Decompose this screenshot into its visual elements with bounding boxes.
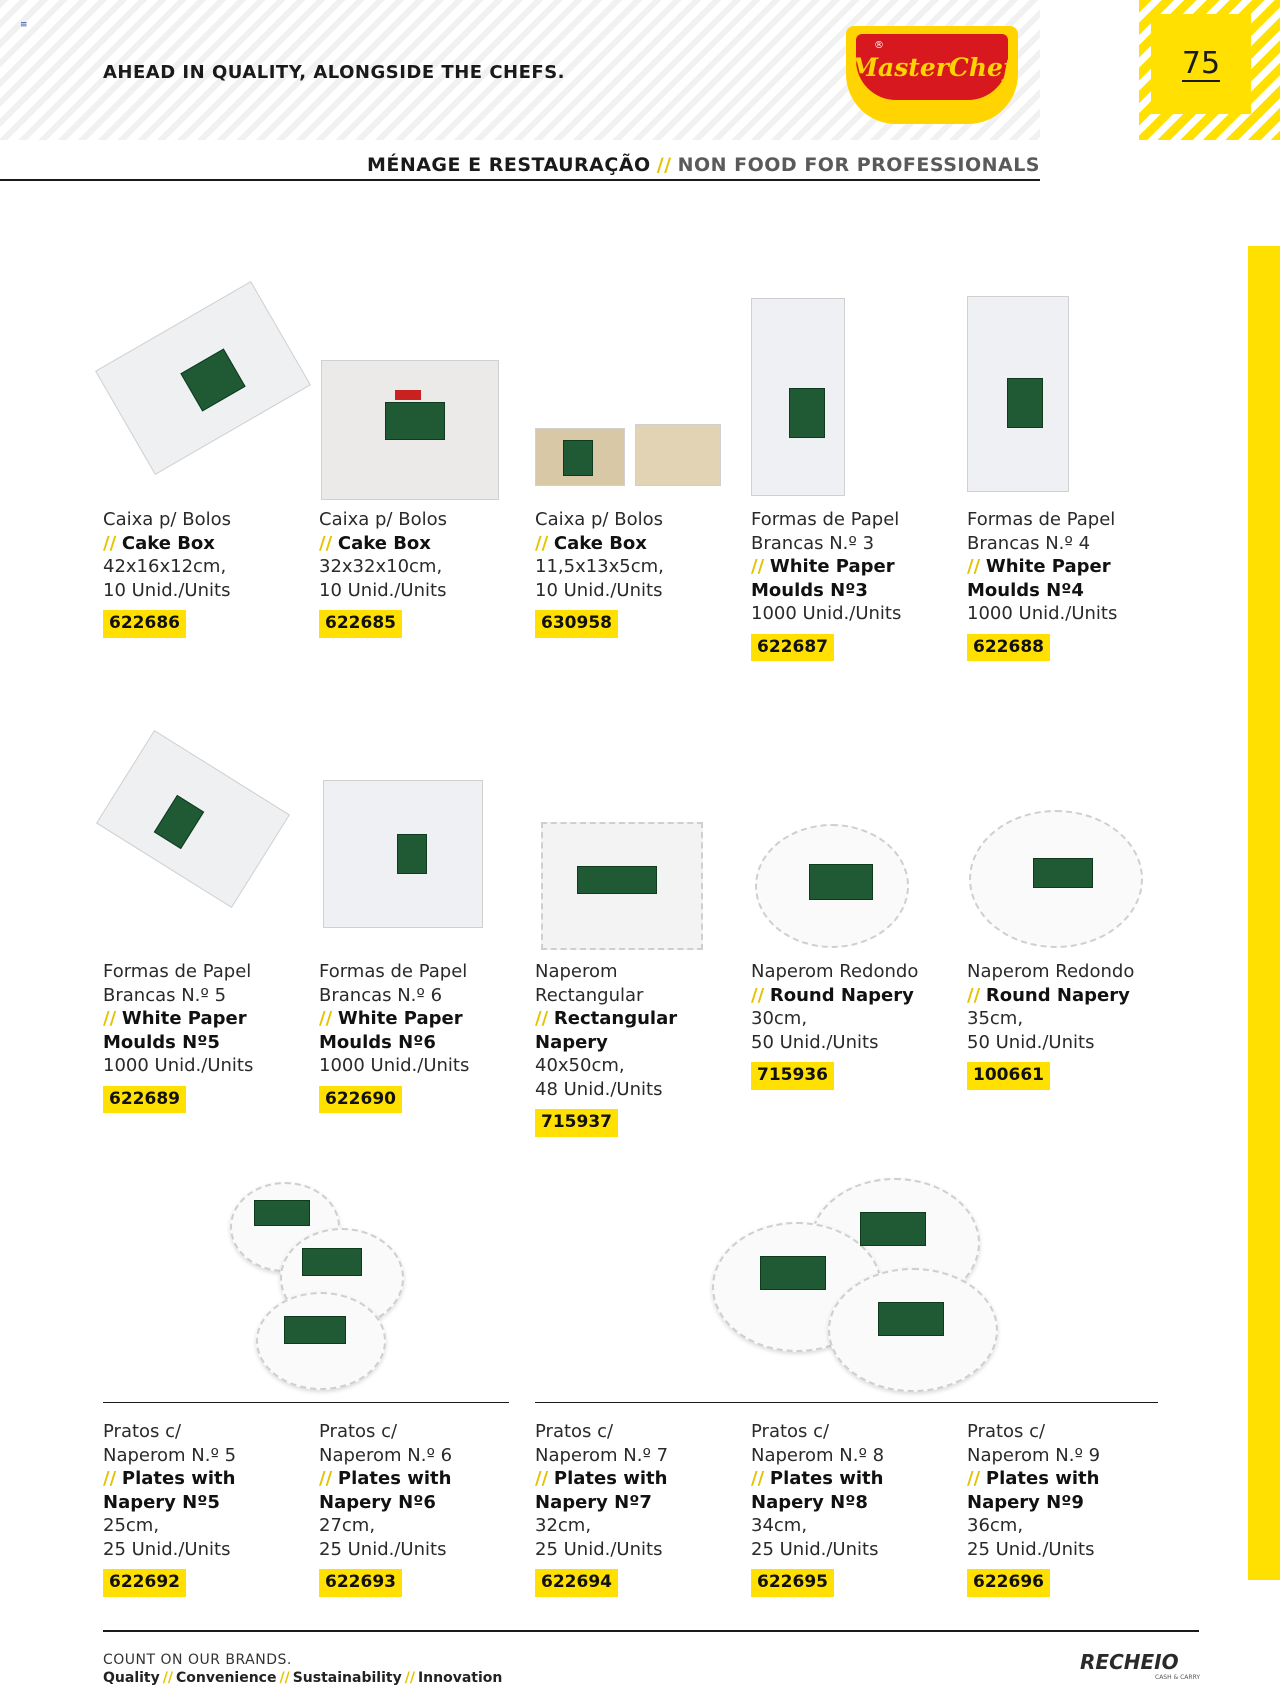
- product-code: 622689: [103, 1086, 186, 1114]
- header-tagline: AHEAD IN QUALITY, ALONGSIDE THE CHEFS.: [103, 62, 565, 83]
- product-image: [319, 278, 524, 508]
- product-code: 715936: [751, 1062, 834, 1090]
- product-detail: 40x50cm,: [535, 1055, 625, 1076]
- product-label-icon: [563, 440, 593, 476]
- product-name-en: Plates with Napery Nº7: [535, 1468, 668, 1513]
- product-code: 622686: [103, 610, 186, 638]
- footer-value: Quality: [103, 1670, 160, 1686]
- side-accent-bar: [1248, 246, 1280, 1580]
- product-quantity: 25 Unid./Units: [751, 1538, 879, 1560]
- product-label-icon: [1033, 858, 1093, 888]
- product-quantity: 1000 Unid./Units: [103, 1055, 254, 1076]
- product-card: Naperom Redondo // Round Napery 30cm, 50 Unid./Units 715936: [751, 730, 956, 1090]
- product-card: Caixa p/ Bolos // Cake Box 11,5x13x5cm, 10 Unid./Units 630958: [535, 278, 740, 638]
- product-name-en: Plates with Napery Nº8: [751, 1468, 884, 1513]
- product-label-icon: [284, 1316, 346, 1344]
- product-card: Pratos c/ Naperom N.º 7 // Plates with Napery Nº7 32cm, 25 Unid./Units 622694: [535, 1420, 740, 1597]
- plates-divider-left: [103, 1402, 509, 1403]
- product-name-en: Cake Box: [337, 532, 431, 554]
- product-detail: 11,5x13x5cm,: [535, 556, 664, 577]
- product-card: Caixa p/ Bolos // Cake Box 42x16x12cm, 10 Unid./Units 622686: [103, 278, 308, 638]
- product-label-icon: [878, 1302, 944, 1336]
- product-name-en: Rectangular Napery: [535, 1008, 678, 1053]
- footer-value: Sustainability: [292, 1670, 402, 1686]
- product-card: Pratos c/ Naperom N.º 5 // Plates with Napery Nº5 25cm, 25 Unid./Units 622692: [103, 1420, 308, 1597]
- product-quantity: 1000 Unid./Units: [319, 1055, 470, 1076]
- product-card: Caixa p/ Bolos // Cake Box 32x32x10cm, 10 Unid./Units 622685: [319, 278, 524, 638]
- product-label-icon: [302, 1248, 362, 1276]
- product-code: 715937: [535, 1109, 618, 1137]
- product-name-en: Cake Box: [553, 532, 647, 554]
- recheio-logo: [1080, 1650, 1179, 1674]
- product-name-pt: Naperom Redondo: [751, 961, 919, 982]
- footer-values: Quality // Convenience // Sustainability // Innovation: [103, 1670, 503, 1686]
- footer-value: Convenience: [175, 1670, 277, 1686]
- product-code: 622690: [319, 1086, 402, 1114]
- product-name-en: Cake Box: [121, 532, 215, 554]
- product-code: 622696: [967, 1569, 1050, 1597]
- product-name-en: White Paper Moulds Nº6: [319, 1008, 463, 1053]
- product-name-pt: Formas de Papel Brancas N.º 6: [319, 961, 468, 1006]
- product-detail: 42x16x12cm,: [103, 556, 227, 577]
- product-card: Pratos c/ Naperom N.º 8 // Plates with Napery Nº8 34cm, 25 Unid./Units 622695: [751, 1420, 956, 1597]
- product-name-pt: Formas de Papel Brancas N.º 3: [751, 509, 900, 554]
- flag-icon: ≡: [20, 20, 28, 30]
- product-detail: 30cm,: [751, 1008, 808, 1029]
- product-name-pt: Pratos c/ Naperom N.º 8: [751, 1421, 885, 1466]
- product-quantity: 50 Unid./Units: [967, 1031, 1095, 1053]
- product-code: 622693: [319, 1569, 402, 1597]
- footer-divider: [103, 1630, 1199, 1632]
- product-quantity: 50 Unid./Units: [751, 1031, 879, 1053]
- product-quantity: 10 Unid./Units: [103, 579, 231, 601]
- product-name-en: Plates with Napery Nº9: [967, 1468, 1100, 1513]
- footer-value: Innovation: [417, 1670, 503, 1686]
- section-title: [367, 154, 1040, 176]
- product-image: [967, 730, 1172, 960]
- product-name-pt: Caixa p/ Bolos: [535, 509, 663, 530]
- product-card: Naperom Redondo // Round Napery 35cm, 50 Unid./Units 100661: [967, 730, 1172, 1090]
- product-code: 622688: [967, 634, 1050, 662]
- product-card: Pratos c/ Naperom N.º 6 // Plates with Napery Nº6 27cm, 25 Unid./Units 622693: [319, 1420, 524, 1597]
- product-name-pt: Pratos c/ Naperom N.º 9: [967, 1421, 1101, 1466]
- product-code: 622685: [319, 610, 402, 638]
- page-number-box: [1139, 0, 1280, 140]
- product-detail: 25cm,: [103, 1515, 160, 1536]
- product-code: 622694: [535, 1569, 618, 1597]
- product-image: [751, 278, 956, 508]
- product-image: [535, 278, 740, 508]
- plates-image-right: [710, 1172, 1010, 1392]
- product-name-en: Round Napery: [769, 984, 914, 1006]
- product-label-icon: [809, 864, 873, 900]
- section-title-pt: MÉNAGE E RESTAURAÇÃO: [366, 154, 651, 176]
- product-card: Naperom Rectangular // Rectangular Napery 40x50cm, 48 Unid./Units 715937: [535, 730, 740, 1137]
- logo-text: MasterChef: [850, 52, 1014, 82]
- product-name-en: White Paper Moulds Nº3: [751, 556, 895, 601]
- product-label-icon: [789, 388, 825, 438]
- product-label-icon: [397, 834, 427, 874]
- product-quantity: 10 Unid./Units: [319, 579, 447, 601]
- product-card: Formas de Papel Brancas N.º 5 // White Paper Moulds Nº5 1000 Unid./Units 622689: [103, 730, 308, 1113]
- product-quantity: 48 Unid./Units: [535, 1078, 663, 1100]
- product-quantity: 25 Unid./Units: [319, 1538, 447, 1560]
- product-label-icon: [1007, 378, 1043, 428]
- product-image: [103, 730, 308, 960]
- brand-tag-icon: [395, 390, 421, 400]
- product-quantity: 25 Unid./Units: [535, 1538, 663, 1560]
- product-name-pt: Naperom Redondo: [967, 961, 1135, 982]
- recheio-logo-text: RECHEIO: [1080, 1650, 1179, 1674]
- masterchef-logo: [846, 26, 1018, 124]
- product-detail: 36cm,: [967, 1515, 1024, 1536]
- plates-divider-right: [535, 1402, 1158, 1403]
- product-label-icon: [577, 866, 657, 894]
- product-name-pt: Formas de Papel Brancas N.º 5: [103, 961, 252, 1006]
- plates-image-left: [220, 1172, 420, 1392]
- product-label-icon: [385, 402, 445, 440]
- product-name-pt: Caixa p/ Bolos: [319, 509, 447, 530]
- product-detail: 32cm,: [535, 1515, 592, 1536]
- product-card: Formas de Papel Brancas N.º 6 // White Paper Moulds Nº6 1000 Unid./Units 622690: [319, 730, 524, 1113]
- product-quantity: 25 Unid./Units: [967, 1538, 1095, 1560]
- product-detail: 32x32x10cm,: [319, 556, 443, 577]
- footer-slogan: COUNT ON OUR BRANDS.: [103, 1652, 292, 1668]
- product-code: 622692: [103, 1569, 186, 1597]
- product-code: 622687: [751, 634, 834, 662]
- product-code: 100661: [967, 1062, 1050, 1090]
- product-image: [103, 278, 308, 508]
- product-name-pt: Pratos c/ Naperom N.º 7: [535, 1421, 669, 1466]
- product-label-icon: [254, 1200, 310, 1226]
- product-image: [319, 730, 524, 960]
- product-name-pt: Caixa p/ Bolos: [103, 509, 231, 530]
- product-detail: 27cm,: [319, 1515, 376, 1536]
- product-card: Formas de Papel Brancas N.º 3 // White Paper Moulds Nº3 1000 Unid./Units 622687: [751, 278, 956, 661]
- product-card: Pratos c/ Naperom N.º 9 // Plates with Napery Nº9 36cm, 25 Unid./Units 622696: [967, 1420, 1172, 1597]
- product-name-en: Plates with Napery Nº5: [103, 1468, 236, 1513]
- product-quantity: 10 Unid./Units: [535, 579, 663, 601]
- section-title-en: NON FOOD FOR PROFESSIONALS: [677, 154, 1040, 176]
- logo-registered-mark: ®: [874, 40, 884, 51]
- section-divider: [0, 179, 1040, 181]
- product-name-en: Round Napery: [985, 984, 1130, 1006]
- product-detail: 34cm,: [751, 1515, 808, 1536]
- product-code: 622695: [751, 1569, 834, 1597]
- product-image: [535, 730, 740, 960]
- product-name-en: White Paper Moulds Nº4: [967, 556, 1111, 601]
- small-box-shape: [635, 424, 721, 486]
- product-name-pt: Pratos c/ Naperom N.º 6: [319, 1421, 453, 1466]
- product-name-en: Plates with Napery Nº6: [319, 1468, 452, 1513]
- product-quantity: 25 Unid./Units: [103, 1538, 231, 1560]
- product-name-en: White Paper Moulds Nº5: [103, 1008, 247, 1053]
- page-number: 75: [1181, 45, 1221, 81]
- product-quantity: 1000 Unid./Units: [967, 603, 1118, 624]
- product-card: Formas de Papel Brancas N.º 4 // White Paper Moulds Nº4 1000 Unid./Units 622688: [967, 278, 1172, 661]
- product-label-icon: [860, 1212, 926, 1246]
- product-image: [967, 278, 1172, 508]
- product-label-icon: [760, 1256, 826, 1290]
- product-name-pt: Naperom Rectangular: [535, 961, 644, 1006]
- product-code: 630958: [535, 610, 618, 638]
- product-name-pt: Formas de Papel Brancas N.º 4: [967, 509, 1116, 554]
- recheio-logo-subtext: CASH & CARRY: [1155, 1674, 1201, 1681]
- product-quantity: 1000 Unid./Units: [751, 603, 902, 624]
- product-detail: 35cm,: [967, 1008, 1024, 1029]
- product-name-pt: Pratos c/ Naperom N.º 5: [103, 1421, 237, 1466]
- section-separator: //: [656, 154, 672, 176]
- product-image: [751, 730, 956, 960]
